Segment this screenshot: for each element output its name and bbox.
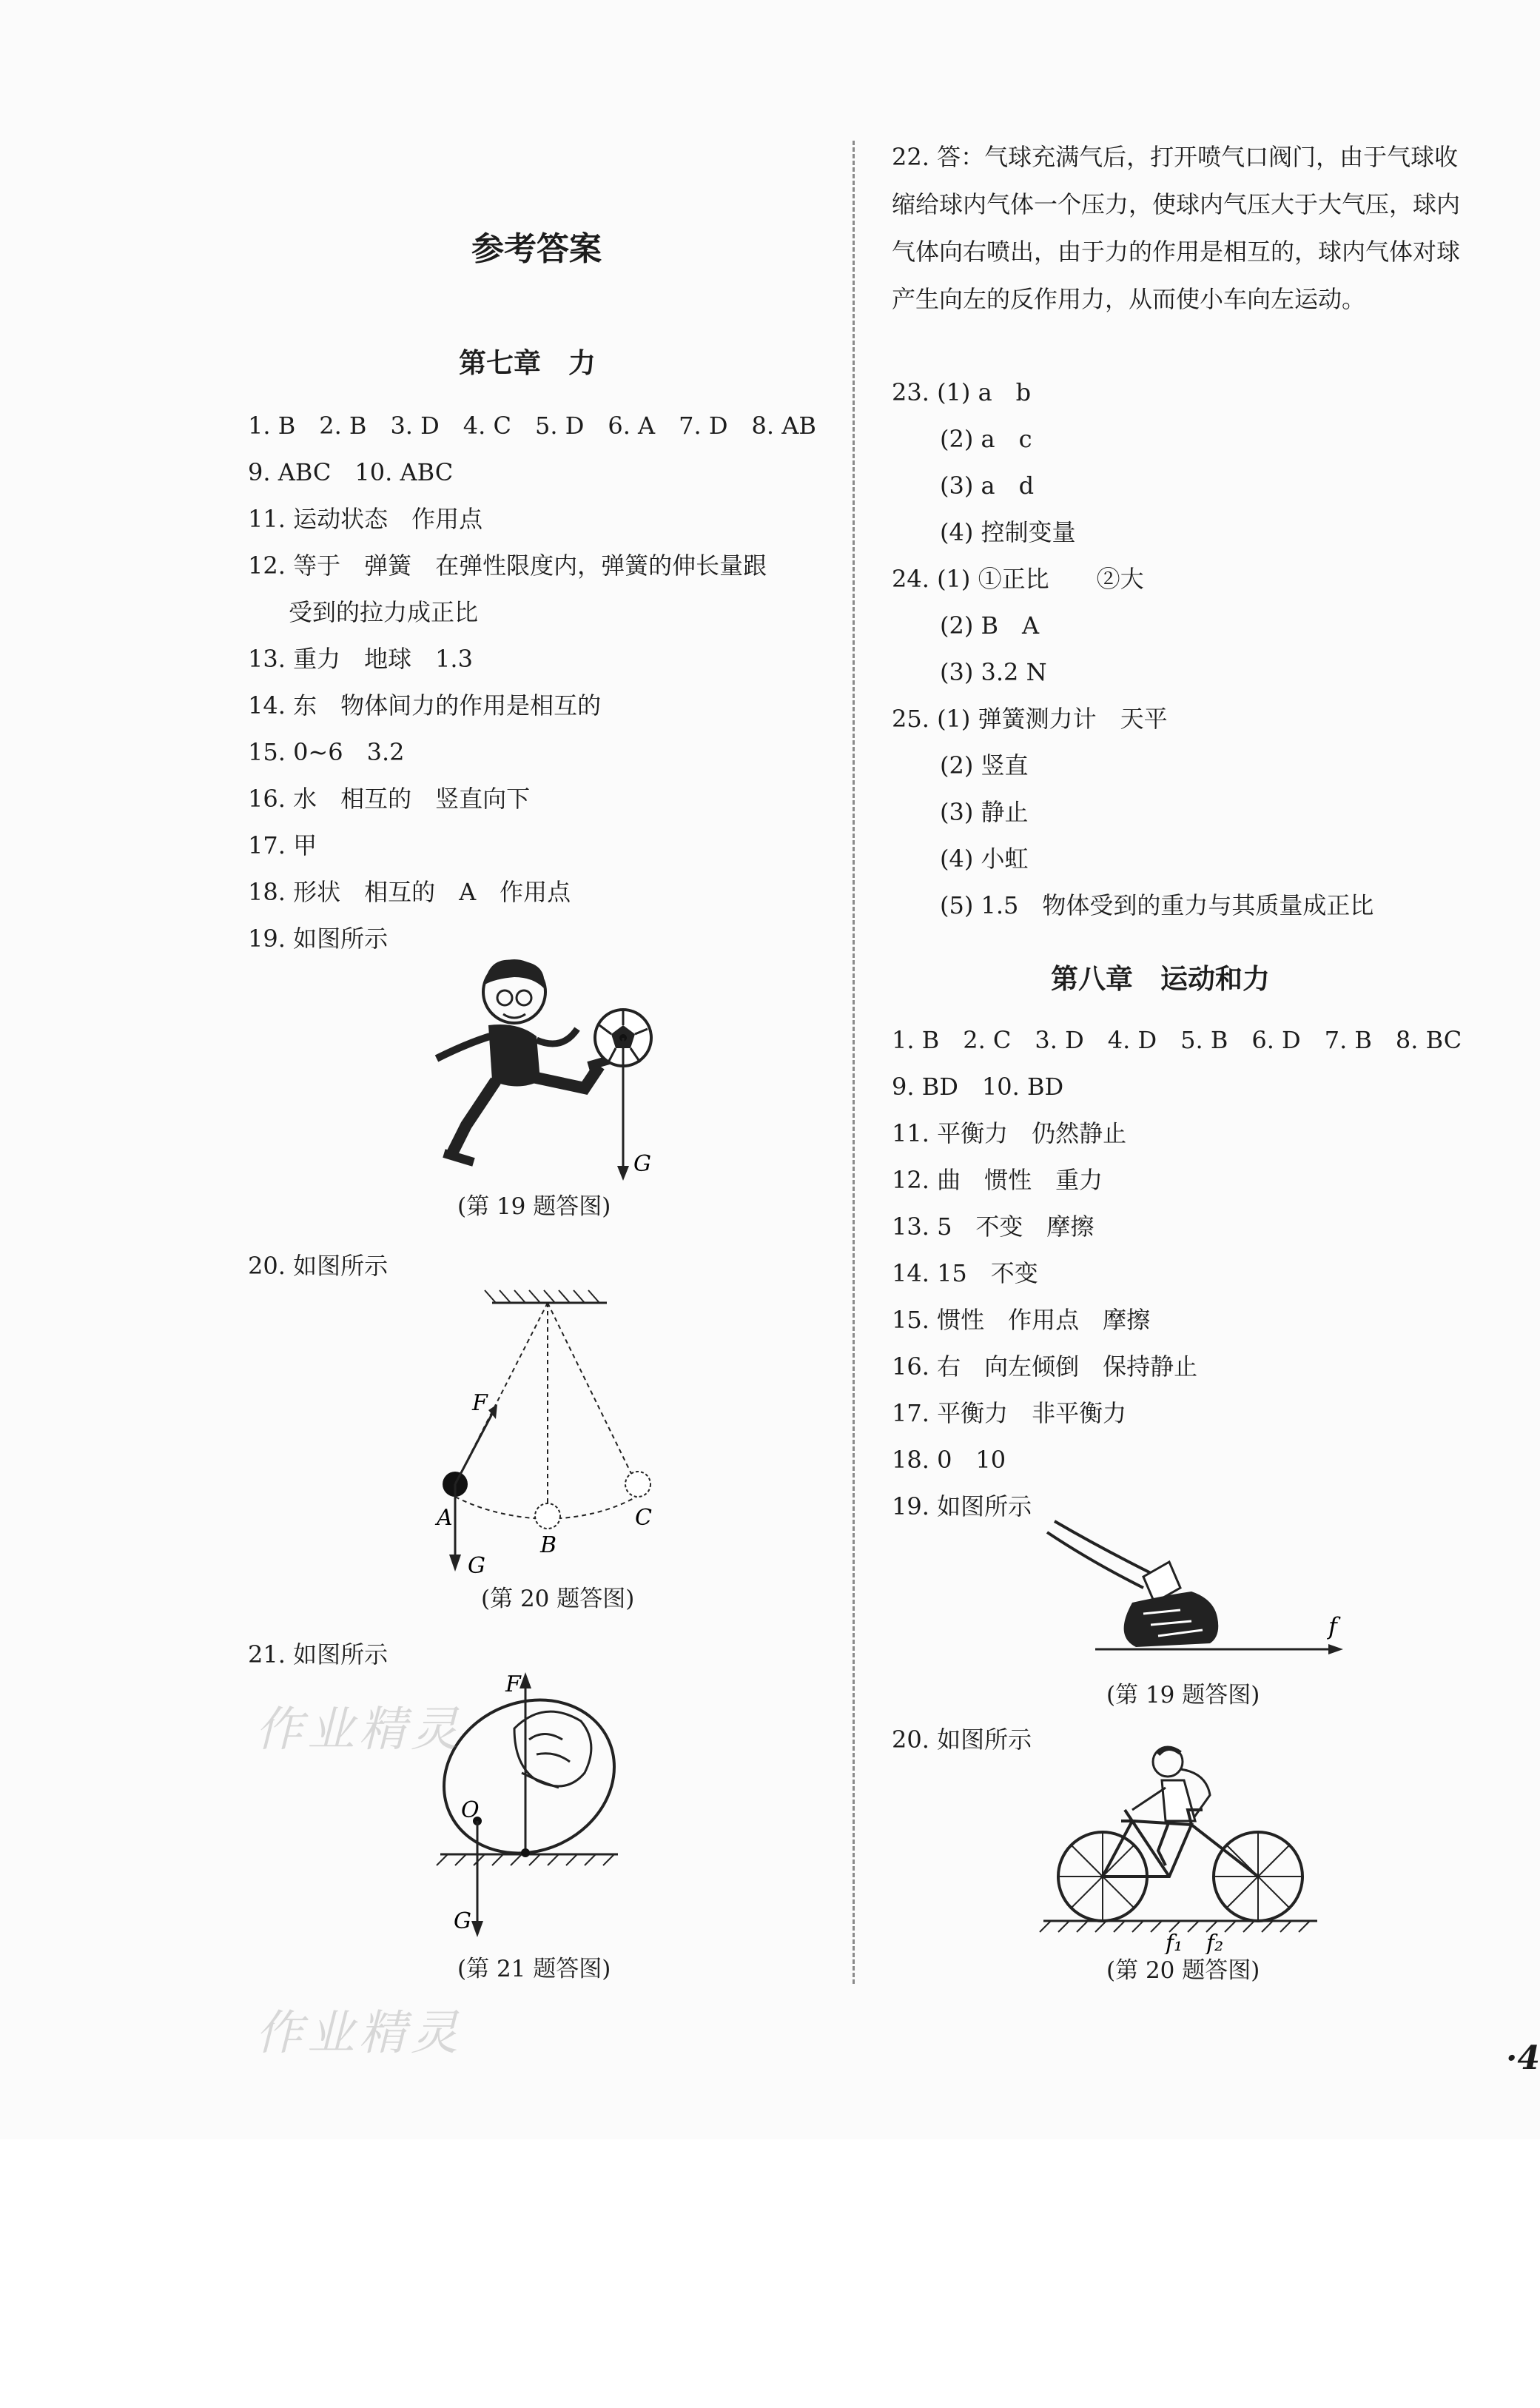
ch7-answer-25-4: (4) 小虹 [940, 845, 1029, 873]
ch7-answer-1-8: 1. B 2. B 3. D 4. C 5. D 6. A 7. D 8. AB [248, 412, 816, 440]
label-f: F [472, 1390, 488, 1416]
ch7-caption-19: (第 19 题答图) [457, 1193, 611, 1220]
ch7-answer-12-line2: 受到的拉力成正比 [289, 598, 479, 626]
ch8-answer-19: 19. 如图所示 [892, 1492, 1032, 1520]
bicycle-figure [1036, 1740, 1332, 1954]
column-divider [853, 141, 855, 1984]
label-f1: f₁ [1166, 1931, 1183, 1954]
ch7-caption-21: (第 21 题答图) [457, 1956, 611, 1982]
ch8-caption-19: (第 19 题答图) [1106, 1682, 1260, 1708]
ch7-answer-14: 14. 东 物体间力的作用是相互的 [248, 691, 602, 720]
ch7-answer-21: 21. 如图所示 [248, 1640, 389, 1669]
ch8-answer-16: 16. 右 向左倾倒 保持静止 [892, 1352, 1198, 1381]
running-foot-figure [1032, 1517, 1351, 1673]
ch8-answer-17: 17. 平衡力 非平衡力 [892, 1399, 1127, 1427]
kicking-boy-figure [422, 955, 666, 1192]
ch7-answer-24-3: (3) 3.2 N [940, 658, 1047, 686]
ch7-answer-23-4: (4) 控制变量 [940, 518, 1076, 546]
ch7-answer-9-10: 9. ABC 10. ABC [248, 458, 454, 486]
ch7-answer-25-1: 25. (1) 弹簧测力计 天平 [892, 705, 1168, 733]
pendulum-figure [422, 1284, 666, 1588]
chapter-8-heading: 第八章 运动和力 [1051, 963, 1270, 995]
label-f2: f₂ [1206, 1931, 1224, 1954]
page-number: ·4 [1506, 2039, 1540, 2077]
ch8-answer-11: 11. 平衡力 仍然静止 [892, 1119, 1127, 1147]
label-f: f [1328, 1612, 1337, 1640]
ch8-answer-12: 12. 曲 惯性 重力 [892, 1166, 1103, 1194]
page-title: 参考答案 [471, 230, 602, 268]
ch8-answer-15: 15. 惯性 作用点 摩擦 [892, 1306, 1151, 1334]
watermark: 作业精灵 [255, 2006, 463, 2061]
ch7-answer-23-1: 23. (1) a b [892, 378, 1032, 406]
ch7-answer-20: 20. 如图所示 [248, 1252, 389, 1280]
ch7-answer-19: 19. 如图所示 [248, 925, 389, 953]
watermark: 作业精灵 [255, 1703, 463, 1757]
ch7-caption-20: (第 20 题答图) [481, 1586, 635, 1612]
ch7-answer-18: 18. 形状 相互的 A 作用点 [248, 878, 571, 906]
ch7-answer-23-3: (3) a d [940, 472, 1035, 500]
ch8-answer-20: 20. 如图所示 [892, 1725, 1032, 1754]
ch7-answer-25-2: (2) 竖直 [940, 751, 1029, 779]
ch8-caption-20: (第 20 题答图) [1106, 1957, 1260, 1984]
label-o: O [461, 1797, 480, 1823]
ch7-answer-15: 15. 0~6 3.2 [248, 738, 405, 766]
label-g: G [468, 1553, 485, 1579]
ch8-answer-1-8: 1. B 2. C 3. D 4. D 5. B 6. D 7. B 8. BC [892, 1026, 1462, 1054]
ch8-answer-9-10: 9. BD 10. BD [892, 1073, 1064, 1101]
ch7-answer-13: 13. 重力 地球 1.3 [248, 645, 473, 673]
ch7-answer-25-5: (5) 1.5 物体受到的重力与其质量成正比 [940, 891, 1374, 919]
label-b: B [540, 1532, 557, 1558]
label-g: G [633, 1151, 651, 1177]
label-f: F [505, 1671, 521, 1697]
ch7-answer-16: 16. 水 相互的 竖直向下 [248, 785, 531, 813]
ch7-answer-11: 11. 运动状态 作用点 [248, 505, 483, 533]
label-g: G [454, 1908, 471, 1934]
ch7-answer-12-line1: 12. 等于 弹簧 在弹性限度内，弹簧的伸长量跟 [248, 551, 767, 580]
ch7-answer-23-2: (2) a c [940, 425, 1032, 453]
ch7-answer-17: 17. 甲 [248, 831, 317, 859]
chapter-7-heading: 第七章 力 [459, 347, 596, 379]
ch7-answer-24-2: (2) B A [940, 611, 1040, 640]
label-a: A [437, 1505, 453, 1531]
ch8-answer-14: 14. 15 不变 [892, 1259, 1038, 1287]
label-c: C [635, 1505, 652, 1531]
ch8-answer-18: 18. 0 10 [892, 1446, 1006, 1474]
ch7-answer-24-1: 24. (1) ①正比 ②大 [892, 565, 1144, 593]
ch7-answer-22: 22. 答：气球充满气后，打开喷气口阀门，由于气球收缩给球内气体一个压力，使球内气压大于大气压，球内气体向右喷出，由于力的作用是相互的，球内气体对球产生向左的反作用力，从而使小车向左运动。 [892, 143, 1461, 313]
ch7-answer-25-3: (3) 静止 [940, 798, 1029, 826]
ch8-answer-13: 13. 5 不变 摩擦 [892, 1213, 1095, 1241]
